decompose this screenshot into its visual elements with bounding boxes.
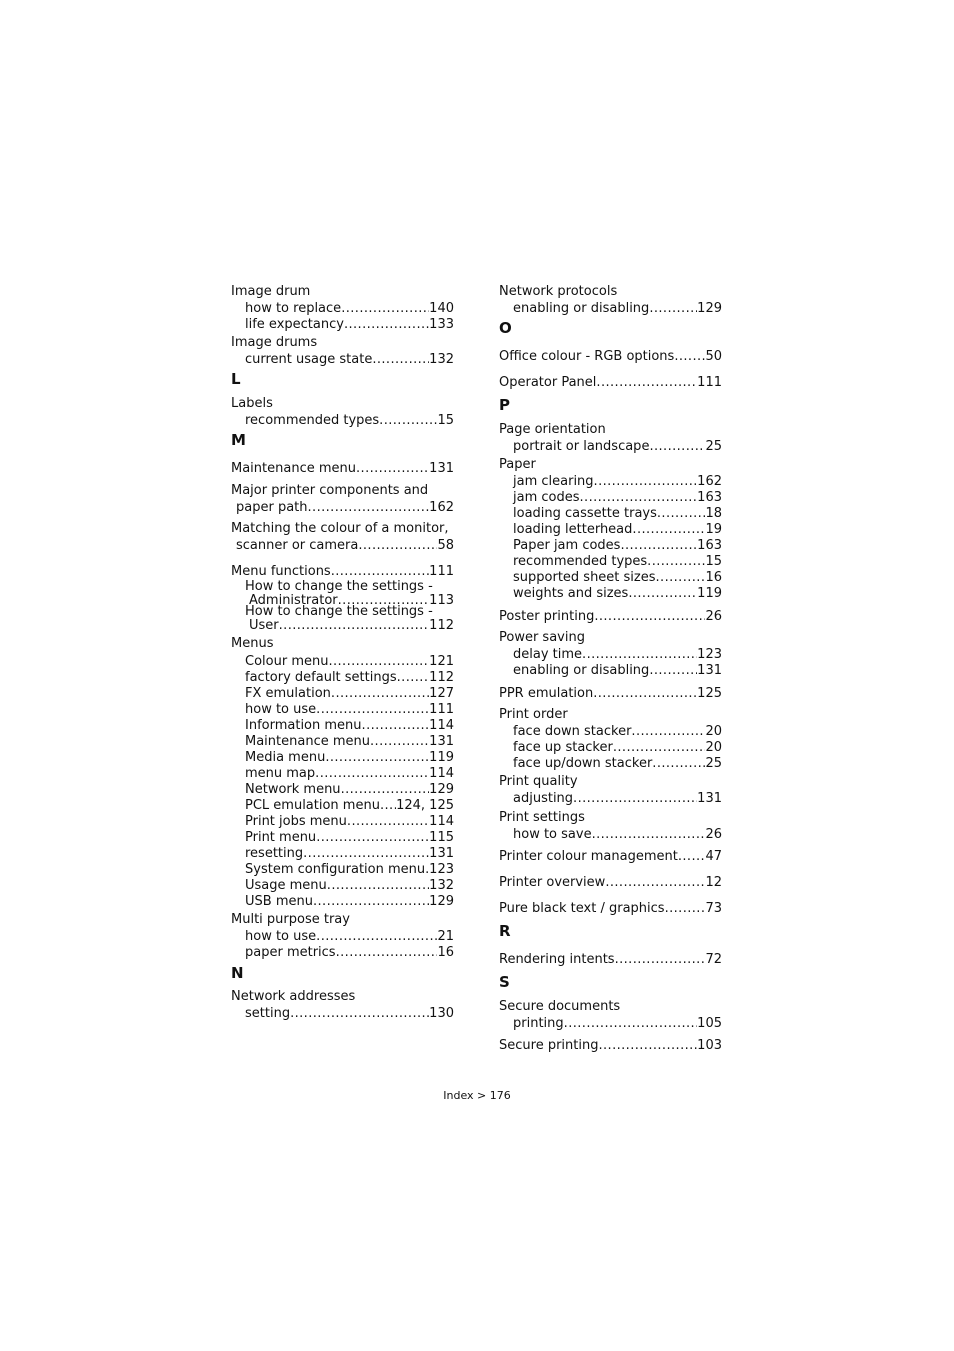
- index-subentry[interactable]: [245, 814, 454, 830]
- index-entry[interactable]: [499, 875, 722, 891]
- index-entry: Network protocols: [499, 284, 618, 299]
- page-number: 119: [429, 750, 454, 765]
- entry-text: Usage menu: [245, 878, 327, 893]
- page-number: 115: [429, 830, 454, 845]
- index-entry[interactable]: [499, 609, 722, 625]
- page-number: 132: [429, 878, 454, 893]
- page-number: 125: [697, 686, 722, 701]
- entry-text: life expectancy: [245, 317, 344, 332]
- entry-text: Maintenance menu: [231, 461, 356, 476]
- entry-text: Secure printing: [499, 1038, 599, 1053]
- index-subentry[interactable]: [245, 878, 454, 894]
- entry-text: how to use: [245, 702, 317, 717]
- index-entry: Power saving: [499, 630, 585, 645]
- index-subentry[interactable]: [513, 586, 722, 602]
- index-subentry[interactable]: [245, 734, 454, 750]
- index-subentry[interactable]: [245, 798, 454, 814]
- page-number: 19: [705, 522, 722, 537]
- page-number: 25: [705, 439, 722, 454]
- index-entry: Paper: [499, 457, 536, 472]
- page-number: 114: [429, 766, 454, 781]
- entry-text: Office colour - RGB options: [499, 349, 675, 364]
- entry-text: recommended types: [245, 413, 380, 428]
- entry-text: supported sheet sizes: [513, 570, 656, 585]
- index-subentry[interactable]: [513, 663, 722, 679]
- page-number: 113: [429, 593, 454, 608]
- index-subentry[interactable]: [513, 554, 722, 570]
- page-number: 21: [437, 929, 454, 944]
- page-number: 72: [705, 952, 722, 967]
- index-subentry[interactable]: [513, 301, 722, 317]
- page-number: 123: [429, 862, 454, 877]
- entry-text: adjusting: [513, 791, 574, 806]
- entry-text: Network menu: [245, 782, 341, 797]
- page-number: 114: [429, 718, 454, 733]
- page-number: 16: [437, 945, 454, 960]
- entry-text: Print jobs menu: [245, 814, 347, 829]
- entry-text: loading letterhead: [513, 522, 633, 537]
- entry-text: how to use: [245, 929, 317, 944]
- entry-text: weights and sizes: [513, 586, 629, 601]
- index-subentry[interactable]: [513, 724, 722, 740]
- entry-text: how to replace: [245, 301, 342, 316]
- page-number: 15: [705, 554, 722, 569]
- index-subentry[interactable]: [513, 490, 722, 506]
- index-subentry[interactable]: [245, 782, 454, 798]
- page-number: 50: [705, 349, 722, 364]
- index-entry: Secure documents: [499, 999, 621, 1014]
- index-entry[interactable]: [231, 564, 454, 580]
- section-letter: N: [231, 964, 244, 982]
- entry-text: Pure black text / graphics: [499, 901, 665, 916]
- index-entry: Multi purpose tray: [231, 912, 350, 927]
- page-number: 162: [429, 500, 454, 515]
- page-number: 103: [697, 1038, 722, 1053]
- entry-text: Maintenance menu: [245, 734, 370, 749]
- index-subentry[interactable]: [513, 570, 722, 586]
- entry-text: setting: [245, 1006, 291, 1021]
- index-entry: Print quality: [499, 774, 578, 789]
- index-entry[interactable]: [499, 375, 722, 391]
- page-number: 124, 125: [396, 798, 454, 813]
- entry-text: Poster printing: [499, 609, 595, 624]
- page-number: 111: [429, 702, 454, 717]
- index-entry[interactable]: [499, 1038, 722, 1054]
- entry-text: jam clearing: [513, 474, 594, 489]
- page-number: 12: [705, 875, 722, 890]
- entry-text: Printer overview: [499, 875, 606, 890]
- index-subentry[interactable]: [245, 945, 454, 961]
- index-column-left: [231, 284, 454, 1034]
- entry-text: delay time: [513, 647, 583, 662]
- index-entry: Major printer components and: [231, 483, 429, 498]
- index-subentry[interactable]: [245, 702, 454, 718]
- index-subentry[interactable]: [245, 670, 454, 686]
- section-letter: S: [499, 973, 510, 991]
- entry-text: Media menu: [245, 750, 326, 765]
- entry-text: Print menu: [245, 830, 317, 845]
- entry-text: recommended types: [513, 554, 648, 569]
- entry-text: Paper jam codes: [513, 538, 621, 553]
- page-number: 129: [429, 894, 454, 909]
- index-entry: Image drums: [231, 335, 318, 350]
- entry-text: Operator Panel: [499, 375, 597, 390]
- page-number: 133: [429, 317, 454, 332]
- index-subentry: How to change the settings -: [245, 604, 433, 619]
- index-subentry[interactable]: [245, 830, 454, 846]
- page-number: 131: [697, 791, 722, 806]
- index-entry: Page orientation: [499, 422, 606, 437]
- entry-text: System configuration menu: [245, 862, 426, 877]
- index-subentry[interactable]: [245, 862, 454, 878]
- index-subentry: How to change the settings -: [245, 579, 433, 594]
- page-number: 123: [697, 647, 722, 662]
- page-number: 25: [705, 756, 722, 771]
- index-entry: Print order: [499, 707, 568, 722]
- index-subentry[interactable]: [245, 317, 454, 333]
- index-subentry-continuation[interactable]: [249, 618, 454, 634]
- page-number: 16: [705, 570, 722, 585]
- index-subentry[interactable]: [513, 791, 722, 807]
- index-subentry[interactable]: [245, 929, 454, 945]
- page-number: 119: [697, 586, 722, 601]
- entry-text: resetting: [245, 846, 304, 861]
- entry-text: scanner or camera: [236, 538, 359, 553]
- page-number: 131: [429, 734, 454, 749]
- page-number: 131: [429, 846, 454, 861]
- page-number: 129: [429, 782, 454, 797]
- index-subentry[interactable]: [245, 654, 454, 670]
- index-subentry[interactable]: [245, 766, 454, 782]
- entry-text: User: [249, 618, 279, 633]
- index-subentry[interactable]: [513, 522, 722, 538]
- entry-text: FX emulation: [245, 686, 331, 701]
- page-number: 18: [705, 506, 722, 521]
- entry-text: paper path: [236, 500, 308, 515]
- section-letter: M: [231, 431, 246, 449]
- entry-text: Menu functions: [231, 564, 331, 579]
- page-number: 121: [429, 654, 454, 669]
- entry-text: menu map: [245, 766, 316, 781]
- entry-text: paper metrics: [245, 945, 336, 960]
- page-number: 129: [697, 301, 722, 316]
- page-number: 47: [705, 849, 722, 864]
- page-number: 163: [697, 538, 722, 553]
- entry-text: Colour menu: [245, 654, 329, 669]
- index-subentry[interactable]: [245, 894, 454, 910]
- entry-text: PPR emulation: [499, 686, 594, 701]
- entry-text: Printer colour management: [499, 849, 678, 864]
- entry-text: face up/down stacker: [513, 756, 653, 771]
- page-number: 162: [697, 474, 722, 489]
- page-number: 163: [697, 490, 722, 505]
- page-number: 111: [429, 564, 454, 579]
- entry-text: current usage state: [245, 352, 373, 367]
- index-subentry[interactable]: [245, 686, 454, 702]
- entry-text: Information menu: [245, 718, 362, 733]
- index-entry-continuation[interactable]: [236, 538, 454, 554]
- index-subentry[interactable]: [513, 647, 722, 663]
- section-letter: O: [499, 319, 512, 337]
- index-subentry[interactable]: [245, 413, 454, 429]
- entry-text: face down stacker: [513, 724, 632, 739]
- page-number: 130: [429, 1006, 454, 1021]
- page-number: 105: [697, 1016, 722, 1031]
- index-entry[interactable]: [499, 952, 722, 968]
- entry-text: enabling or disabling: [513, 301, 650, 316]
- page-number: 112: [429, 618, 454, 633]
- index-entry-continuation[interactable]: [236, 500, 454, 516]
- entry-text: printing: [513, 1016, 564, 1031]
- index-entry: Menus: [231, 636, 274, 651]
- index-column-right: [499, 284, 722, 1064]
- entry-text: Administrator: [249, 593, 338, 608]
- page-number: 26: [705, 609, 722, 624]
- page-number: 111: [697, 375, 722, 390]
- page-number: 114: [429, 814, 454, 829]
- index-subentry[interactable]: [245, 718, 454, 734]
- entry-text: enabling or disabling: [513, 663, 650, 678]
- index-subentry[interactable]: [245, 750, 454, 766]
- index-entry[interactable]: [231, 461, 454, 477]
- index-entry: Labels: [231, 396, 273, 411]
- section-letter: L: [231, 370, 241, 388]
- entry-text: factory default settings: [245, 670, 397, 685]
- index-entry: Image drum: [231, 284, 311, 299]
- page-number: 127: [429, 686, 454, 701]
- index-entry[interactable]: [499, 686, 722, 702]
- page-number: 73: [705, 901, 722, 916]
- index-subentry[interactable]: [245, 846, 454, 862]
- page-footer: Index > 176: [443, 1089, 511, 1102]
- index-entry: Print settings: [499, 810, 585, 825]
- page-number: 26: [705, 827, 722, 842]
- index-subentry[interactable]: [245, 301, 454, 317]
- index-subentry[interactable]: [513, 474, 722, 490]
- page-number: 131: [429, 461, 454, 476]
- page-number: 131: [697, 663, 722, 678]
- entry-text: how to save: [513, 827, 592, 842]
- page-number: 140: [429, 301, 454, 316]
- index-subentry[interactable]: [513, 439, 722, 455]
- index-entry[interactable]: [499, 349, 722, 365]
- page-number: 112: [429, 670, 454, 685]
- entry-text: face up stacker: [513, 740, 613, 755]
- page-number: 15: [437, 413, 454, 428]
- index-subentry[interactable]: [245, 1006, 454, 1022]
- index-entry: Network addresses: [231, 989, 356, 1004]
- index-entry[interactable]: [499, 901, 722, 917]
- section-letter: P: [499, 396, 510, 414]
- entry-text: loading cassette trays: [513, 506, 657, 521]
- index-subentry[interactable]: [513, 538, 722, 554]
- entry-text: Rendering intents: [499, 952, 615, 967]
- entry-text: portrait or landscape: [513, 439, 650, 454]
- entry-text: USB menu: [245, 894, 313, 909]
- index-subentry[interactable]: [513, 506, 722, 522]
- page-number: 132: [429, 352, 454, 367]
- index-subentry[interactable]: [245, 352, 454, 368]
- index-subentry[interactable]: [513, 827, 722, 843]
- page-number: 58: [437, 538, 454, 553]
- section-letter: R: [499, 922, 511, 940]
- page-number: 20: [705, 740, 722, 755]
- index-subentry[interactable]: [513, 756, 722, 772]
- entry-text: jam codes: [513, 490, 580, 505]
- index-entry[interactable]: [499, 849, 722, 865]
- index-entry: Matching the colour of a monitor,: [231, 521, 449, 536]
- entry-text: PCL emulation menu: [245, 798, 380, 813]
- page-number: 20: [705, 724, 722, 739]
- index-subentry[interactable]: [513, 740, 722, 756]
- index-subentry[interactable]: [513, 1016, 722, 1032]
